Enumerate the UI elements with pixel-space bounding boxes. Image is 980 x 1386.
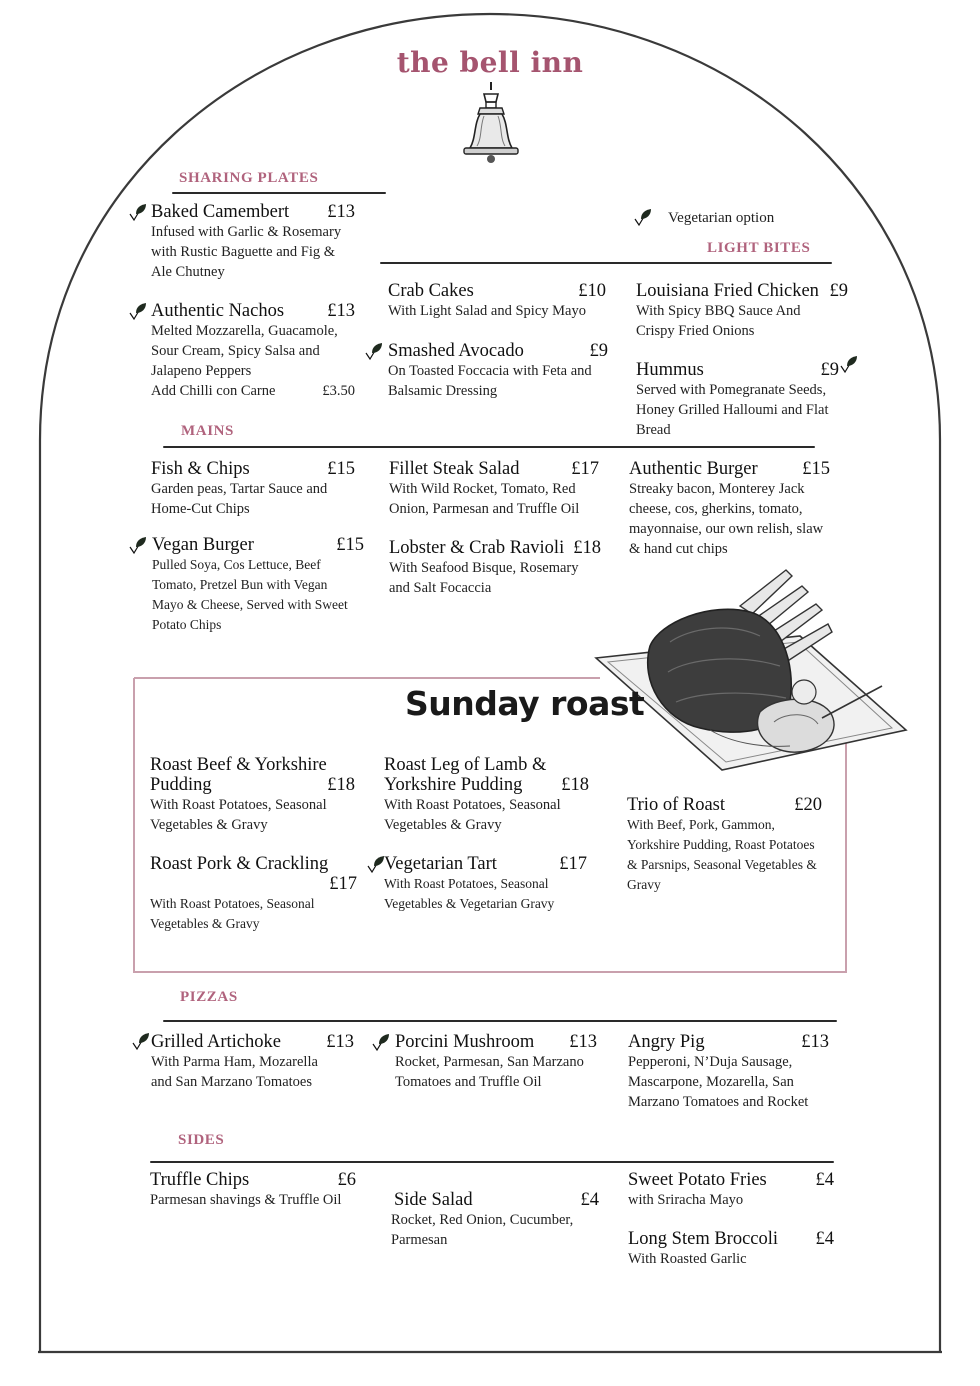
item-price: £15	[336, 535, 364, 555]
item-price: £18	[573, 538, 601, 558]
item-desc: and Salt Focaccia	[389, 580, 492, 596]
item-desc: mayonnaise, our own relish, slaw	[629, 521, 824, 537]
item-desc: Marzano Tomatoes and Rocket	[628, 1094, 809, 1110]
item-desc: cheese, cos, gherkins, tomato,	[629, 501, 803, 517]
item-desc: Streaky bacon, Monterey Jack	[629, 481, 805, 497]
item-price: £9	[820, 360, 839, 380]
item-desc: With Spicy BBQ Sauce And	[636, 303, 801, 319]
item-name: Crab Cakes	[388, 281, 474, 301]
item-desc: Rocket, Parmesan, San Marzano	[395, 1054, 584, 1070]
item-price: £13	[569, 1032, 597, 1052]
item-name: Lobster & Crab Ravioli	[389, 538, 565, 558]
item-desc: Sour Cream, Spicy Salsa and	[151, 343, 320, 359]
item-name: Side Salad	[394, 1190, 473, 1210]
item-name: Hummus	[636, 360, 704, 380]
item-fillet-steak-salad	[389, 459, 599, 519]
item-addon: Add Chilli con Carne	[151, 383, 276, 399]
item-side-salad	[391, 1190, 599, 1250]
item-baked-camembert	[151, 202, 355, 282]
item-price: £9	[829, 281, 848, 301]
item-roast-beef	[150, 755, 355, 835]
item-desc: & hand cut chips	[629, 541, 728, 557]
item-desc: Ale Chutney	[151, 264, 225, 280]
item-desc: Pepperoni, N’Duja Sausage,	[628, 1054, 793, 1070]
item-price: £10	[578, 281, 606, 301]
vegetarian-leaf-icon	[364, 341, 384, 361]
vegetarian-leaf-icon	[839, 354, 859, 374]
vegetarian-leaf-icon	[131, 1031, 151, 1051]
item-name: Louisiana Fried Chicken	[636, 281, 819, 301]
item-angry-pig	[628, 1032, 829, 1112]
item-name: Pudding	[150, 775, 212, 795]
item-lobster-crab-ravioli	[389, 538, 601, 598]
item-price: £13	[326, 1032, 354, 1052]
item-authentic-burger	[629, 459, 830, 559]
item-name: Fillet Steak Salad	[389, 459, 520, 479]
section-pizzas: PIZZAS	[180, 989, 238, 1005]
item-porcini-mushroom	[395, 1032, 597, 1092]
item-desc: With Roast Potatoes, Seasonal	[150, 797, 327, 813]
item-desc: On Toasted Foccacia with Feta and	[388, 363, 592, 379]
item-desc: Honey Grilled Halloumi and Flat	[636, 402, 829, 418]
section-mains: MAINS	[181, 423, 235, 439]
item-desc: Infused with Garlic & Rosemary	[151, 224, 342, 240]
item-price: £4	[580, 1190, 599, 1210]
item-name: Angry Pig	[628, 1032, 705, 1052]
item-desc: Garden peas, Tartar Sauce and	[151, 481, 328, 497]
item-desc: Pulled Soya, Cos Lettuce, Beef	[152, 557, 321, 572]
item-addon-price: £3.50	[322, 383, 355, 399]
item-name: Sweet Potato Fries	[628, 1170, 767, 1190]
item-authentic-nachos	[151, 301, 355, 401]
light-bites-rule	[380, 262, 832, 264]
item-desc: Served with Pomegranate Seeds,	[636, 382, 827, 398]
item-desc: Vegetables & Vegetarian Gravy	[384, 896, 555, 911]
item-fish-and-chips	[151, 459, 355, 519]
item-desc: Potato Chips	[152, 617, 222, 632]
item-trio-of-roast	[627, 795, 822, 895]
item-desc: and San Marzano Tomatoes	[151, 1074, 312, 1090]
item-hummus	[636, 360, 839, 440]
item-name: Authentic Nachos	[151, 301, 285, 321]
item-desc: With Light Salad and Spicy Mayo	[388, 303, 586, 319]
section-sharing-plates: SHARING PLATES	[179, 170, 319, 186]
item-desc: Yorkshire Pudding, Roast Potatoes	[627, 837, 815, 852]
item-desc: With Beef, Pork, Gammon,	[627, 817, 775, 832]
item-desc: Gravy	[627, 877, 661, 892]
item-price: £13	[327, 301, 355, 321]
item-price: £9	[589, 341, 608, 361]
sides-rule	[150, 1161, 834, 1163]
item-roast-lamb	[384, 755, 589, 835]
mains-rule	[163, 446, 815, 448]
vegetarian-leaf-icon	[128, 301, 148, 321]
vegetarian-note: Vegetarian option	[668, 210, 775, 226]
item-desc: Vegetables & Gravy	[150, 916, 260, 931]
item-desc: With Roast Potatoes, Seasonal	[384, 876, 549, 891]
item-name: Vegetarian Tart	[384, 854, 497, 874]
rack-of-lamb-illustration	[590, 562, 910, 784]
item-desc: With Seafood Bisque, Rosemary	[389, 560, 579, 576]
item-price: £15	[802, 459, 830, 479]
item-name: Smashed Avocado	[388, 341, 524, 361]
item-desc: With Roast Potatoes, Seasonal	[384, 797, 561, 813]
vegetarian-leaf-icon	[128, 535, 148, 555]
item-desc: Onion, Parmesan and Truffle Oil	[389, 501, 580, 517]
item-name: Yorkshire Pudding	[384, 775, 523, 795]
brand-title: the bell inn	[396, 46, 584, 79]
item-name: Porcini Mushroom	[395, 1032, 535, 1052]
item-desc: Tomatoes and Truffle Oil	[395, 1074, 542, 1090]
vegetarian-leaf-icon	[371, 1032, 391, 1052]
item-name: Grilled Artichoke	[151, 1032, 281, 1052]
item-name: Trio of Roast	[627, 795, 726, 815]
item-desc: & Parsnips, Seasonal Vegetables &	[627, 857, 817, 872]
item-louisiana-fried-chicken	[636, 281, 848, 341]
item-roast-pork	[150, 854, 357, 934]
item-desc: Mayo & Cheese, Served with Sweet	[152, 597, 348, 612]
item-crab-cakes	[388, 281, 606, 321]
item-name: Roast Pork & Crackling	[150, 854, 329, 874]
item-vegan-burger	[152, 535, 364, 635]
item-desc: Bread	[636, 422, 671, 438]
item-name: Truffle Chips	[150, 1170, 250, 1190]
item-desc: Tomato, Pretzel Bun with Vegan	[152, 577, 328, 592]
item-name: Authentic Burger	[629, 459, 758, 479]
item-desc: Jalapeno Peppers	[151, 363, 252, 379]
item-desc: Parmesan	[391, 1232, 448, 1248]
item-price: £17	[329, 874, 357, 894]
item-price: £4	[815, 1170, 834, 1190]
item-smashed-avocado	[388, 341, 610, 401]
item-desc: Mascarpone, Mozarella, San	[628, 1074, 794, 1090]
item-price: £6	[337, 1170, 356, 1190]
item-name: Roast Beef & Yorkshire	[150, 755, 327, 775]
item-desc: Vegetables & Gravy	[150, 817, 268, 833]
item-desc: With Roasted Garlic	[628, 1251, 747, 1267]
item-vegetarian-tart	[384, 854, 587, 914]
item-desc: With Wild Rocket, Tomato, Red	[389, 481, 576, 497]
item-desc: Balsamic Dressing	[388, 383, 498, 399]
item-desc: Crispy Fried Onions	[636, 323, 755, 339]
item-truffle-chips	[150, 1170, 356, 1210]
item-desc: with Rustic Baguette and Fig &	[151, 244, 336, 260]
sharing-rule	[172, 192, 386, 194]
item-desc: Vegetables & Gravy	[384, 817, 502, 833]
item-sweet-potato-fries	[628, 1170, 834, 1210]
section-sides: SIDES	[178, 1132, 225, 1148]
bell-icon	[460, 80, 522, 166]
item-price: £4	[815, 1229, 834, 1249]
item-desc: Rocket, Red Onion, Cucumber,	[391, 1212, 574, 1228]
item-desc: With Parma Ham, Mozarella	[151, 1054, 318, 1070]
item-price: £13	[327, 202, 355, 222]
item-desc: with Sriracha Mayo	[628, 1192, 744, 1208]
item-name: Long Stem Broccoli	[628, 1229, 779, 1249]
item-desc: Melted Mozzarella, Guacamole,	[151, 323, 338, 339]
item-price: £17	[571, 459, 599, 479]
item-price: £18	[561, 775, 589, 795]
vegetarian-leaf-icon	[128, 202, 148, 222]
item-name: Vegan Burger	[152, 535, 254, 555]
item-desc: With Roast Potatoes, Seasonal	[150, 896, 315, 911]
item-grilled-artichoke	[151, 1032, 354, 1092]
item-name: Fish & Chips	[151, 459, 250, 479]
item-price: £20	[794, 795, 822, 815]
item-long-stem-broccoli	[628, 1229, 834, 1269]
vegetarian-leaf-icon	[633, 207, 653, 227]
item-price: £18	[327, 775, 355, 795]
vegetarian-leaf-icon	[366, 854, 386, 874]
item-name: Roast Leg of Lamb &	[384, 755, 547, 775]
section-light-bites: LIGHT BITES	[707, 240, 811, 256]
item-desc: Home-Cut Chips	[151, 501, 250, 517]
item-price: £13	[801, 1032, 829, 1052]
pizzas-rule	[163, 1020, 837, 1022]
item-price: £17	[559, 854, 587, 874]
item-price: £15	[327, 459, 355, 479]
sunday-roast-title: Sunday roast	[405, 684, 645, 723]
item-desc: Parmesan shavings & Truffle Oil	[150, 1192, 342, 1208]
item-name: Baked Camembert	[151, 202, 290, 222]
